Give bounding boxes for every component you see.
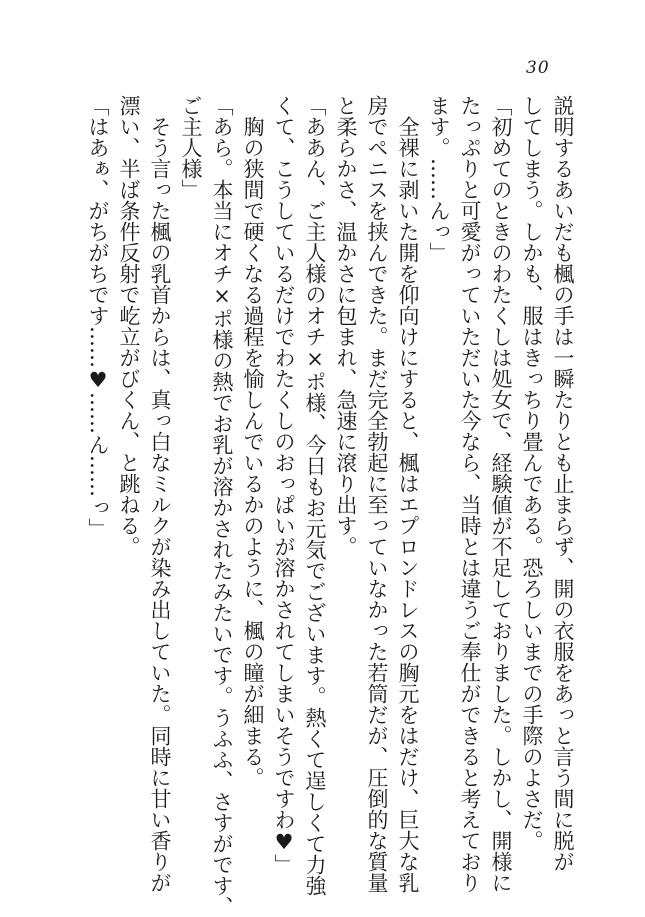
page-number: 30 (526, 58, 550, 78)
text-line: ます。……んっ」 (427, 95, 451, 263)
text-line: 胸の狭間で硬くなる過程を愉しんでいるかのように、楓の瞳が細まる。 (241, 95, 265, 788)
text-line: してしまう。しかも、服はきっちり畳んである。恐ろしいまでの手際のよさだ。 (520, 95, 544, 851)
text-line: 漂い、半ば条件反射で屹立がびくん、と跳ねる。 (117, 95, 141, 557)
text-line: ご主人様」 (179, 95, 203, 200)
text-line: 「はあぁ、がちがちです……♥……ん……っ」 (86, 95, 110, 539)
text-line: 全裸に剥いた開を仰向けにすると、楓はエプロンドレスの胸元をはだけ、巨大な乳 (396, 95, 420, 893)
text-line: 「あら。本当にオチ×ポ様の熱でお乳が溶かされたみたいです。うふふ、さすがです、 (210, 95, 234, 917)
text-line: 房でペニスを挟んできた。まだ完全勃起に至っていなかった若筒だが、圧倒的な質量 (365, 95, 389, 893)
text-line: と柔らかさ、温かさに包まれ、急速に滾り出す。 (334, 95, 358, 557)
text-line: くて、こうしているだけでわたくしのおっぱいが溶かされてしまいそうですわ♥」 (272, 95, 296, 875)
text-line: そう言った楓の乳首からは、真っ白なミルクが染み出していた。同時に甘い香りが (148, 95, 172, 893)
body-text (78, 95, 578, 917)
text-line: 説明するあいだも楓の手は一瞬たりとも止まらず、開の衣服をあっと言う間に脱が (551, 95, 575, 872)
text-line: たっぷりと可愛がっていただいた今なら、当時とは違うご奉仕ができると考えており (458, 95, 482, 893)
text-line: 「初めてのときのわたくしは処女で、経験値が不足しておりました。しかし、開様に (489, 95, 513, 893)
text-line: 「ああん、ご主人様のオチ×ポ様、今日もお元気でございます。熱くて逞しくて力強 (303, 95, 327, 896)
